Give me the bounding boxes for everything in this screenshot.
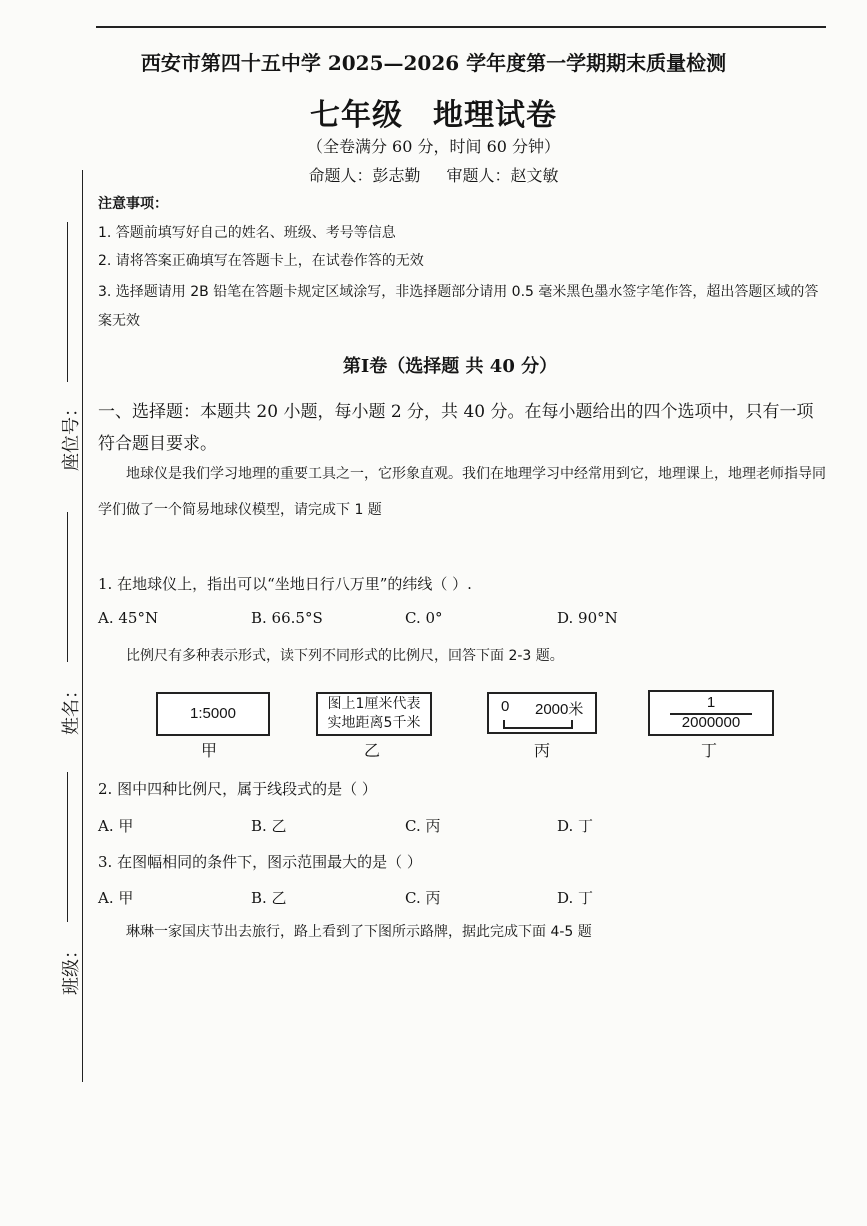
question-2-option-d[interactable]: D. 丁 [557,817,594,835]
setter-info [0,163,867,186]
question-2-option-c[interactable]: C. 丙 [405,817,441,835]
passage-globe: 地球仪是我们学习地理的重要工具之一，它形象直观。我们在地理学习中经常用到它，地理课上，地理老师指导同学们做了一个简易地球仪模型，请完成下 1 题 [98,466,826,518]
section-intro: 一、选择题：本题共 20 小题，每小题 2 分，共 40 分。在每小题给出的四个选项中，只有一项符合题目要求。 [98,402,814,454]
scale-yi-box [316,692,432,736]
scale-yi-line2: 实地距离5千米 [327,715,421,731]
reviewer-name: 审题人：赵文敏 [446,166,559,185]
scale-bing-bar [503,720,573,729]
scale-bing-box [487,692,597,734]
scale-ding-denominator: 2000000 [681,714,741,731]
scale-jia-text: 1:5000 [190,705,236,722]
note-item: 1. 答题前填写好自己的姓名、班级、考号等信息 [98,225,396,241]
grade-label: 七年级 [310,98,403,133]
exam-title [0,90,867,134]
scale-bing-zero: 0 [501,698,510,715]
question-2-option-a[interactable]: A. 甲 [98,817,134,835]
subject-label: 地理试卷 [433,98,557,133]
class-label: 班级： [61,941,82,995]
scale-bing-label: 丙 [533,741,550,760]
seat-number-label: 座位号： [61,399,82,471]
scale-yi-label: 乙 [363,741,380,760]
question-2-stem: 2. 图中四种比例尺，属于线段式的是（ ） [98,780,377,798]
question-1-option-c[interactable]: C. 0° [405,609,443,627]
scale-bing-value: 2000米 [535,701,584,718]
scale-ding-numerator: 1 [706,694,716,711]
section-title: 第Ⅰ卷（选择题 共 40 分） [342,356,558,377]
question-3-option-a[interactable]: A. 甲 [98,889,134,907]
score-time-info: （全卷满分 60 分，时间 60 分钟） [306,137,561,156]
note-item: 3. 选择题请用 2B 铅笔在答题卡规定区域涂写，非选择题部分请用 0.5 毫米黑色墨水签字笔作答，超出答题区域的答案无效 [98,284,819,329]
question-2-option-b[interactable]: B. 乙 [251,817,287,835]
question-3-stem: 3. 在图幅相同的条件下，图示范围最大的是（ ） [98,853,422,871]
setter-name: 命题人：彭志勤 [308,166,421,185]
question-1-option-d[interactable]: D. 90°N [557,609,618,627]
name-blank[interactable] [67,512,68,662]
question-1-stem: 1. 在地球仪上，指出可以“坐地日行八万里”的纬线（ ）. [98,575,472,593]
question-3-option-d[interactable]: D. 丁 [557,889,594,907]
scale-ding-box [648,690,774,736]
scale-jia-box [156,692,270,736]
passage-road-sign: 琳琳一家国庆节出去旅行，路上看到了下图所示路牌，据此完成下面 4-5 题 [126,924,592,940]
question-1-option-a[interactable]: A. 45°N [98,609,159,627]
question-3-option-b[interactable]: B. 乙 [251,889,287,907]
seat-number-blank[interactable] [67,222,68,382]
scale-jia-label: 甲 [200,741,217,760]
note-item: 2. 请将答案正确填写在答题卡上，在试卷作答的无效 [98,253,424,269]
notes-heading: 注意事项： [98,196,168,212]
scale-ding-label: 丁 [700,741,717,760]
scale-yi-line1: 图上1厘米代表 [327,696,421,712]
exam-school-title: 西安市第四十五中学 2025—2026 学年度第一学期期末质量检测 [140,51,727,75]
name-label: 姓名： [61,681,82,735]
question-3-option-c[interactable]: C. 丙 [405,889,441,907]
class-blank[interactable] [67,772,68,922]
top-rule [96,26,826,28]
question-1-option-b[interactable]: B. 66.5°S [251,609,323,627]
passage-scale: 比例尺有多种表示形式，读下列不同形式的比例尺，回答下面 2-3 题。 [126,648,564,664]
